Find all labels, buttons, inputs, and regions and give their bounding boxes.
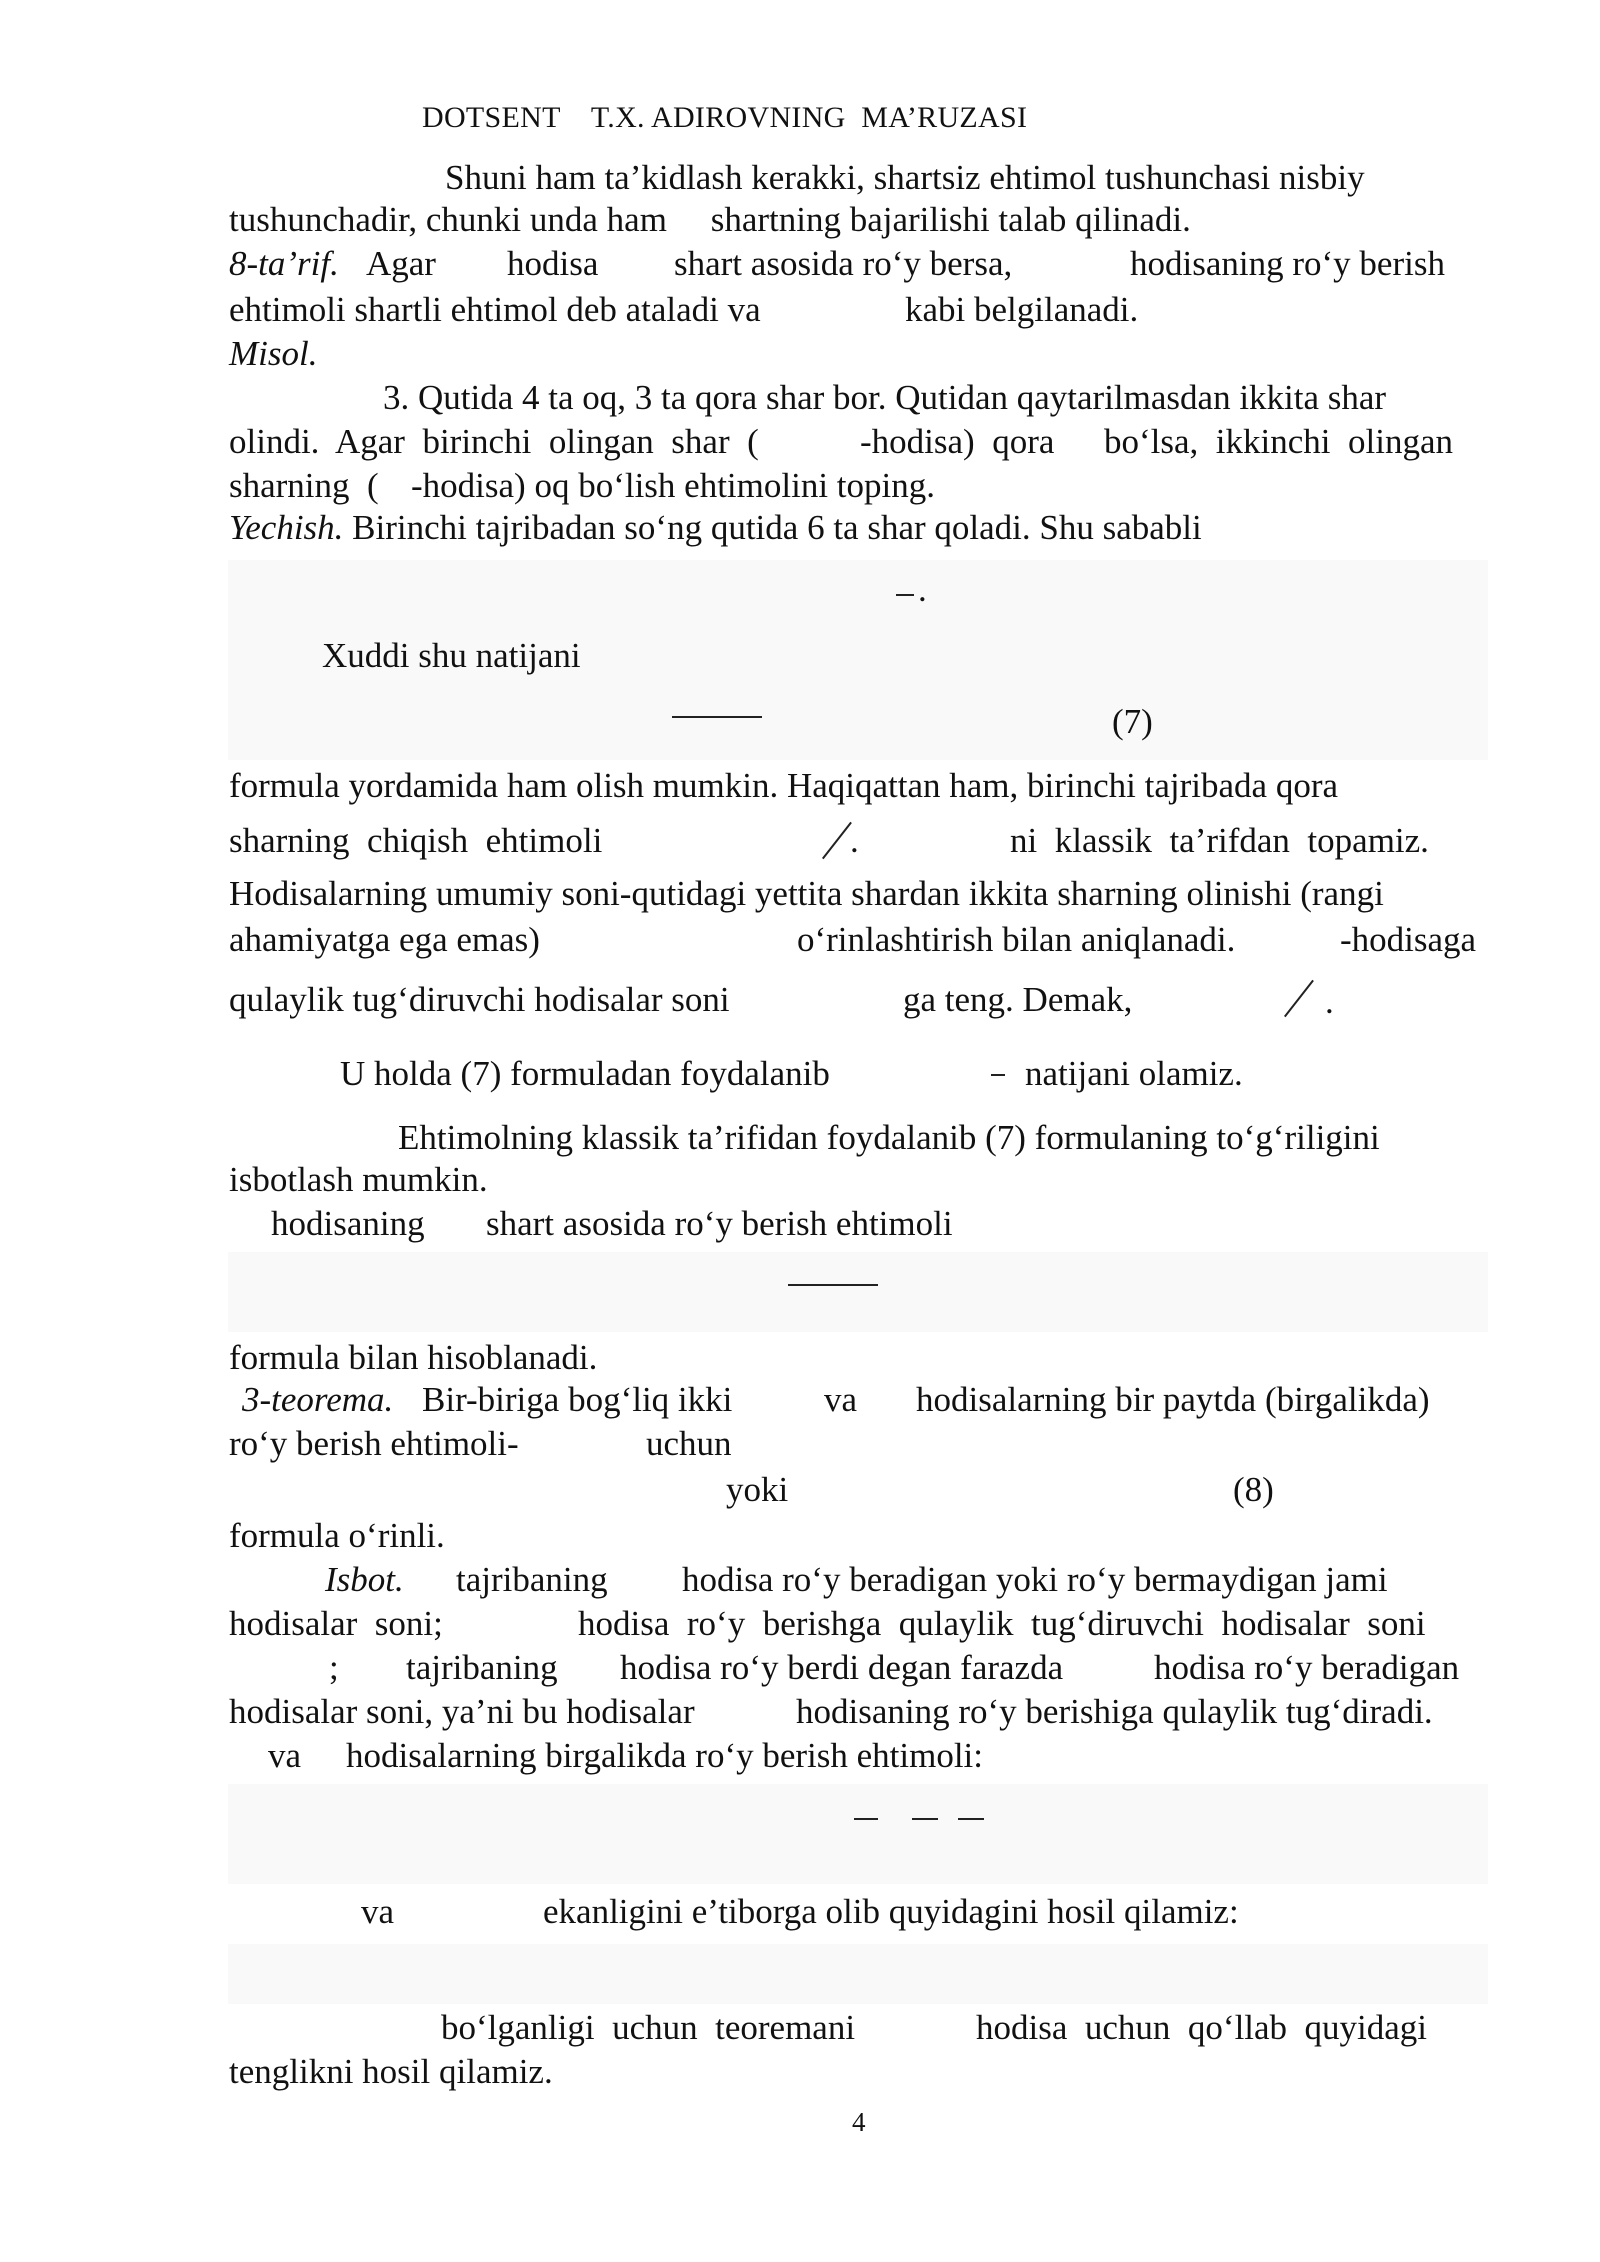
- text-fragment: U holda (7) formuladan foydalanib: [340, 1054, 830, 1093]
- text-fragment: sharning chiqish ehtimoli: [229, 821, 603, 860]
- text-line: Ehtimolning klassik ta’rifidan foydalanib (7) formulaning to‘g‘riligini: [398, 1118, 1380, 1157]
- minus-sign: [991, 1074, 1005, 1076]
- text-fragment: hodisaning ro‘y berishiga qulaylik tug‘diradi.: [796, 1692, 1433, 1731]
- text-fragment: .: [850, 821, 859, 860]
- text-line: 3. Qutida 4 ta oq, 3 ta qora shar bor. Qutidan qaytarilmasdan ikkita shar: [383, 378, 1387, 417]
- page-header: DOTSENT T.X. ADIROVNING MA’RUZASI: [422, 101, 1028, 134]
- text-line: formula yordamida ham olish mumkin. Haqiqattan ham, birinchi tajribada qora: [229, 766, 1339, 805]
- text-fragment: hodisalar soni;: [229, 1604, 443, 1643]
- text-fragment: ro‘y berish ehtimoli-: [229, 1424, 519, 1463]
- text-fragment: hodisa ro‘y beradigan yoki ro‘y bermaydigan jami: [682, 1560, 1388, 1599]
- text-fragment: ni klassik ta’rifdan topamiz.: [1010, 821, 1429, 860]
- fraction-bar: [854, 1818, 878, 1820]
- text-fragment: hodisa ro‘y berishga qulaylik tug‘diruvchi hodisalar soni: [578, 1604, 1426, 1643]
- equation-number: (7): [1112, 702, 1153, 741]
- theorem-label: [242, 1380, 393, 1420]
- formula-period: .: [918, 570, 927, 609]
- text-line: Hodisalarning umumiy soni-qutidagi yettita shardan ikkita sharning olinishi (rangi: [229, 874, 1384, 913]
- text-fragment: olindi. Agar birinchi olingan shar (: [229, 422, 759, 461]
- fraction-bar: [672, 716, 762, 718]
- text-fragment: hodisalar soni, ya’ni bu hodisalar: [229, 1692, 695, 1731]
- text-line: formula o‘rinli.: [229, 1516, 445, 1555]
- fraction-slash: [822, 822, 852, 859]
- solution-text: Birinchi tajribadan so‘ng qutida 6 ta shar qoladi. Shu sababli: [352, 508, 1202, 547]
- text-fragment: uchun: [646, 1424, 732, 1463]
- text-fragment: hodisa ro‘y berdi degan farazda: [620, 1648, 1064, 1687]
- text-line: tushunchadir, chunki unda ham shartning bajarilishi talab qilinadi.: [229, 200, 1191, 239]
- fraction-bar: [958, 1818, 984, 1820]
- text-fragment: hodisaning ro‘y berish: [1130, 244, 1445, 283]
- text-fragment: -hodisa) oq bo‘lish ehtimolini toping.: [411, 466, 935, 505]
- text-fragment: Bir-biriga bog‘liq ikki: [422, 1380, 733, 1419]
- fraction-bar: [788, 1284, 878, 1286]
- text-fragment: hodisaning: [271, 1204, 425, 1243]
- text-fragment: natijani olamiz.: [1025, 1054, 1243, 1093]
- text-fragment: hodisalarning birgalikda ro‘y berish ehtimoli:: [346, 1736, 984, 1775]
- fraction-bar: [896, 594, 914, 596]
- text-fragment: kabi belgilanadi.: [905, 290, 1139, 329]
- text-fragment: va: [824, 1380, 858, 1419]
- equation-number: (8): [1233, 1470, 1274, 1509]
- text-fragment: va: [361, 1892, 395, 1931]
- formula-area: [228, 1944, 1488, 2004]
- text-fragment: Agar: [366, 244, 436, 283]
- fraction-slash: [1284, 980, 1314, 1017]
- text-fragment: ehtimoli shartli ehtimol deb ataladi va: [229, 290, 761, 329]
- formula-area: [228, 1252, 1488, 1332]
- text-fragment: shart asosida ro‘y berish ehtimoli: [486, 1204, 953, 1243]
- text-line: Xuddi shu natijani: [322, 636, 581, 675]
- text-fragment: ahamiyatga ega emas): [229, 920, 540, 959]
- theorem-title: 3-teorema.: [242, 1380, 394, 1419]
- example-label: Misol.: [229, 334, 318, 373]
- text-fragment: tajribaning: [406, 1648, 558, 1687]
- text-fragment: sharning (: [229, 466, 379, 505]
- text-fragment: ekanligini e’tiborga olib quyidagini hosil qilamiz:: [543, 1892, 1239, 1931]
- definition-label: 8-ta’rif.: [229, 244, 339, 283]
- solution-label: Yechish.: [229, 508, 344, 547]
- definition-line: [229, 244, 339, 284]
- text-fragment: shart asosida ro‘y bersa,: [674, 244, 1013, 283]
- formula-area: [228, 1784, 1488, 1884]
- text-fragment: hodisalarning bir paytda (birgalikda): [916, 1380, 1430, 1419]
- fraction-bar: [912, 1818, 938, 1820]
- text-fragment: tajribaning: [456, 1560, 608, 1599]
- text-fragment: .: [1325, 982, 1334, 1021]
- text-fragment: ga teng. Demak,: [903, 980, 1133, 1019]
- text-fragment: qulaylik tug‘diruvchi hodisalar soni: [229, 980, 730, 1019]
- text-line: formula bilan hisoblanadi.: [229, 1338, 598, 1377]
- text-fragment: -hodisaga: [1340, 920, 1477, 959]
- text-fragment: o‘rinlashtirish bilan aniqlanadi.: [797, 920, 1236, 959]
- solution-line: [229, 508, 1202, 548]
- proof-label: Isbot.: [325, 1560, 404, 1599]
- text-line: tenglikni hosil qilamiz.: [229, 2052, 553, 2091]
- text-line: Shuni ham ta’kidlash kerakki, shartsiz ehtimol tushunchasi nisbiy: [445, 158, 1365, 197]
- text-fragment: va: [268, 1736, 302, 1775]
- text-fragment: hodisa ro‘y beradigan: [1154, 1648, 1460, 1687]
- text-fragment: ;: [329, 1648, 339, 1687]
- text-fragment: yoki: [726, 1470, 789, 1509]
- text-fragment: -hodisa) qora: [860, 422, 1055, 461]
- text-fragment: hodisa: [507, 244, 599, 283]
- text-fragment: bo‘lganligi uchun teoremani: [441, 2008, 856, 2047]
- text-fragment: bo‘lsa, ikkinchi olingan: [1104, 422, 1453, 461]
- page-number: 4: [852, 2107, 866, 2137]
- text-fragment: hodisa uchun qo‘llab quyidagi: [976, 2008, 1428, 2047]
- text-line: isbotlash mumkin.: [229, 1160, 488, 1199]
